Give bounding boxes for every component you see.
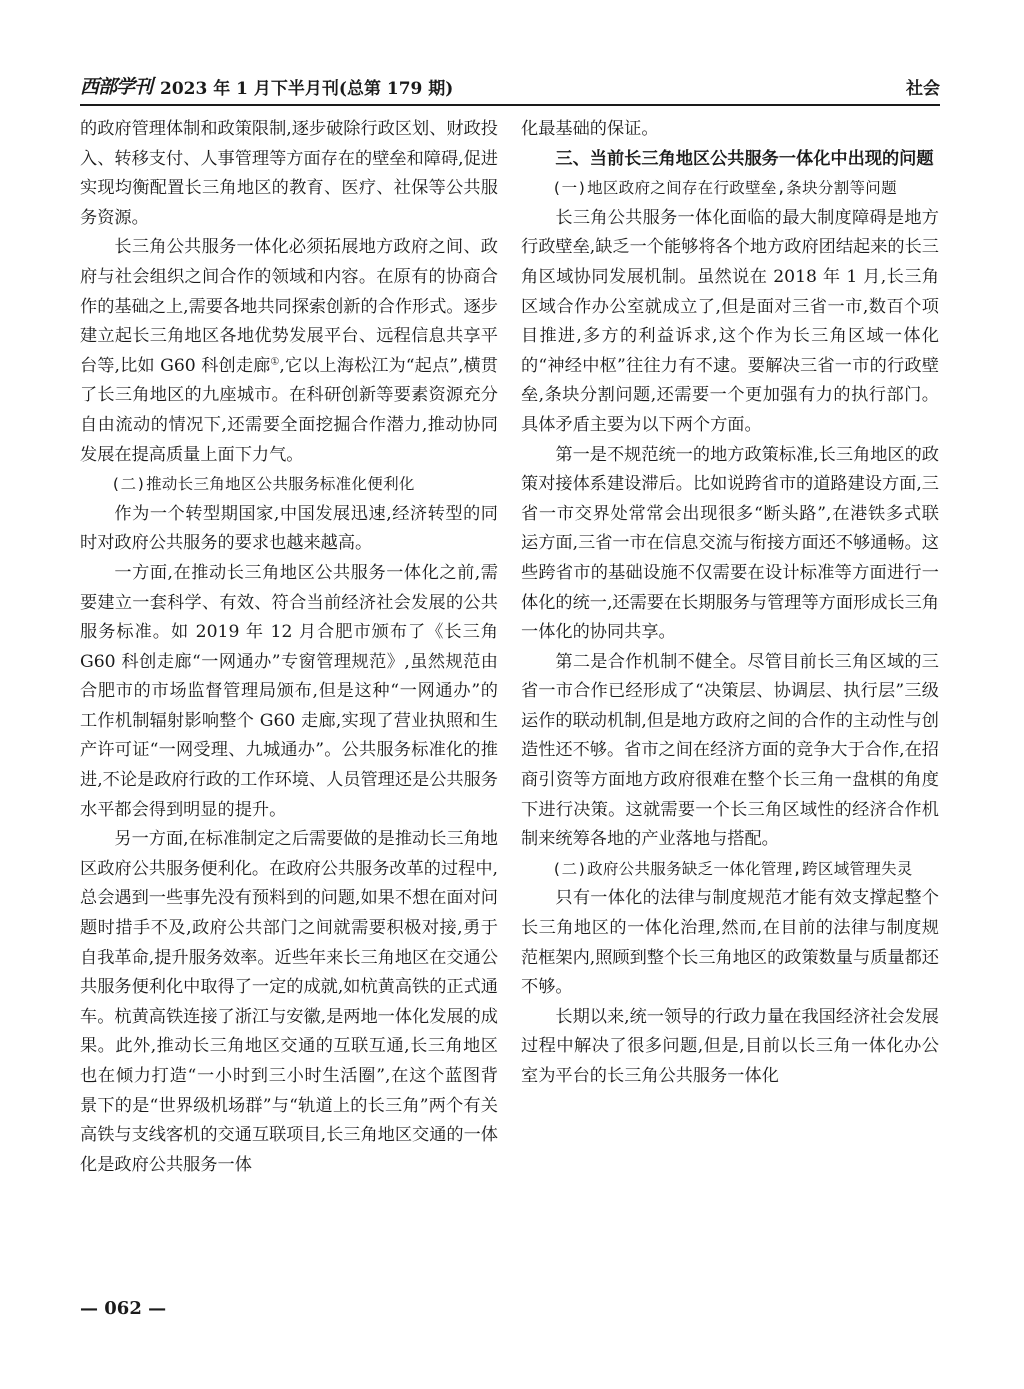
paragraph: 一方面,在推动长三角地区公共服务一体化之前,需要建立一套科学、有效、符合当前经济社会发展的公共服务标准。如 2019 年 12 月合肥市颁布了《长三角 G60 科创走廊“一网通办”专窗管理规范》,虽然规范由合肥市的市场监督管理局颁布,但是这种“一网通办”的工作机制辐射影响整个 G60 走廊,实现了营业执照和生产许可证“一网受理、九城通办”。公共服务标准化的推进,不论是政府行政的工作环境、人员管理还是公共服务水平都会得到明显的提升。 bbox=[80, 562, 498, 820]
paragraph bbox=[80, 233, 498, 470]
page-number: — 062 — bbox=[80, 1298, 167, 1319]
paragraph: 的政府管理体制和政策限制,逐步破除行政区划、财政投入、转移支付、人事管理等方面存在的壁垒和障碍,促进实现均衡配置长三角地区的教育、医疗、社保等公共服务资源。 bbox=[80, 119, 498, 228]
paragraph: 第二是合作机制不健全。尽管目前长三角区域的三省一市合作已经形成了“决策层、协调层、执行层”三级运作的联动机制,但是地方政府之间的合作的主动性与创造性还不够。省市之间在经济方面的竞争大于合作,在招商引资等方面地方政府很难在整个长三角一盘棋的角度下进行决策。这就需要一个长三角区域性的经济合作机制来统筹各地的产业落地与搭配。 bbox=[521, 651, 939, 850]
page-header bbox=[80, 70, 940, 106]
journal-issue: 2023 年 1 月下半月刊(总第 179 期) bbox=[160, 79, 454, 99]
paragraph: 长期以来,统一领导的行政力量在我国经济社会发展过程中解决了很多问题,但是,目前以长三角一体化办公室为平台的长三角公共服务一体化 bbox=[521, 1006, 939, 1086]
subsection-heading: (二)推动长三角地区公共服务标准化便利化 bbox=[111, 475, 415, 494]
paragraph: 第一是不规范统一的地方政策标准,长三角地区的政策对接体系建设滞后。比如说跨省市的道路建设方面,三省一市交界处常常会出现很多“断头路”,在港铁多式联运方面,三省一市在信息交流与衔接方面还不够通畅。这些跨省市的基础设施不仅需要在设计标准等方面进行一体化的统一,还需要在长期服务与管理等方面形成长三角一体化的协同共享。 bbox=[521, 444, 939, 643]
subsection-heading: (一)地区政府之间存在行政壁垒,条块分割等问题 bbox=[552, 179, 897, 198]
paragraph: 另一方面,在标准制定之后需要做的是推动长三角地区政府公共服务便利化。在政府公共服务改革的过程中,总会遇到一些事先没有预料到的问题,如果不想在面对问题时措手不及,政府公共部门之间就需要积极对接,勇于自我革命,提升服务效率。近些年来长三角地区在交通公共服务便利化中取得了一定的成就,如杭黄高铁的正式通车。杭黄高铁连接了浙江与安徽,是两地一体化发展的成果。此外,推动长三角地区交通的互联互通,长三角地区也在倾力打造“一小时到三小时生活圈”,在这个蓝图背景下的是“世界级机场群”与“轨道上的长三角”两个有关高铁与支线客机的交通互联项目,长三角地区交通的一体化是政府公共服务一体 bbox=[80, 829, 498, 1175]
right-column bbox=[521, 115, 939, 1092]
section-label: 社会 bbox=[906, 79, 940, 99]
journal-name: 西部学刊 bbox=[80, 76, 153, 98]
paragraph-text: ,它以上海松江为“起点”,横贯了长三角地区的九座城市。在科研创新等要素资源充分自由流动的情况下,还需要全面挖掘合作潜力,推动协同发展在提高质量上面下力气。 bbox=[80, 355, 498, 465]
left-column bbox=[80, 115, 498, 1180]
paragraph: 只有一体化的法律与制度规范才能有效支撑起整个长三角地区的一体化治理,然而,在目前的法律与制度规范框架内,照顾到整个长三角地区的政策数量与质量都还不够。 bbox=[521, 888, 939, 998]
paragraph: 作为一个转型期国家,中国发展迅速,经济转型的同时对政府公共服务的要求也越来越高。 bbox=[80, 503, 498, 554]
subsection-heading: (二)政府公共服务缺乏一体化管理,跨区域管理失灵 bbox=[552, 859, 913, 878]
paragraph: 长三角公共服务一体化面临的最大制度障碍是地方行政壁垒,缺乏一个能够将各个地方政府团结起来的长三角区域协同发展机制。虽然说在 2018 年 1 月,长三角区域合作办公室就成立了,但是面对三省一市,数百个项目推进,多方的利益诉求,这个作为长三角区域一体化的“神经中枢”往往力有不逮。要解决三省一市的行政壁垒,条块分割问题,还需要一个更加强有力的执行部门。具体矛盾主要为以下两个方面。 bbox=[521, 207, 939, 435]
paragraph: 化最基础的保证。 bbox=[521, 119, 659, 139]
paragraph-text: 长三角公共服务一体化必须拓展地方政府之间、政府与社会组织之间合作的领域和内容。在原有的协商合作的基础之上,需要各地共同探索创新的合作形式。逐步建立起长三角地区各地优势发展平台、远程信息共享平台等,比如 G60 科创走廊 bbox=[80, 237, 498, 376]
footnote-marker: ① bbox=[270, 356, 280, 368]
section-heading: 三、当前长三角地区公共服务一体化中出现的问题 bbox=[555, 148, 934, 169]
